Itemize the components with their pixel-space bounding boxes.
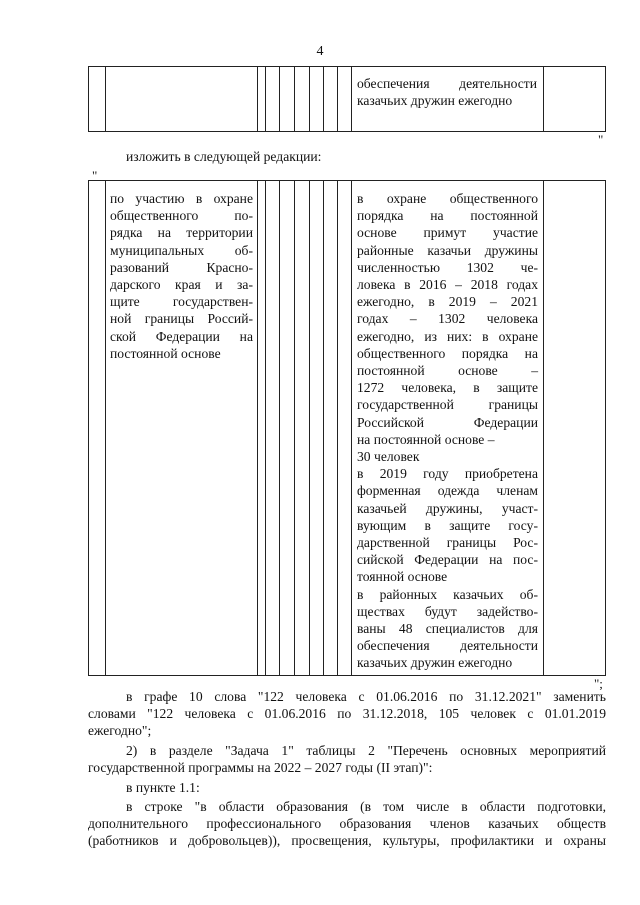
column-divider: [294, 181, 295, 675]
table-top-right-cell: [357, 75, 537, 109]
column-divider: [337, 67, 338, 131]
column-divider: [323, 67, 324, 131]
cell-line: сийской Федерации на пос-: [357, 552, 538, 568]
column-divider: [309, 181, 310, 675]
cell-line: тоянной основе: [357, 569, 448, 585]
cell-line: постоянной основе: [110, 345, 221, 361]
cell-line: казачьей дружины, участ-: [357, 500, 538, 516]
cell-line: ществах будут задейство-: [357, 603, 538, 619]
cell-line: по участию в охране: [110, 191, 253, 206]
cell-line: ваны 48 специалистов для: [357, 621, 538, 637]
cell-line: 30 человек: [357, 449, 420, 465]
closing-quote-semicolon: ";: [594, 676, 603, 691]
cell-line: рядка на территории: [110, 225, 253, 241]
column-divider: [543, 67, 544, 131]
closing-quote: ": [598, 132, 604, 147]
table-main: [88, 180, 606, 676]
intro-line: изложить в следующей редакции:: [126, 149, 322, 164]
column-divider: [351, 67, 352, 131]
column-divider: [323, 181, 324, 675]
cell-line: ежегодно, из них: в охране: [357, 328, 538, 344]
cell-line: годах – 1302 человека: [357, 311, 538, 327]
cell-line: ной границы Россий-: [110, 311, 253, 327]
paragraph-line: государственной программы на 2022 – 2027 годы (II этап)":: [88, 760, 433, 776]
table-fragment-top: [88, 66, 606, 132]
table-main-right-cell: [357, 190, 538, 672]
cell-line: численностью 1302 че-: [357, 259, 538, 275]
cell-line: казачьих дружин ежегодно: [357, 655, 513, 671]
paragraph-section-task: [88, 742, 606, 776]
column-divider: [105, 67, 106, 131]
cell-line: обеспечения деятельности: [357, 638, 538, 654]
cell-line: Российской Федерации: [357, 414, 538, 430]
paragraph-line: в графе 10 слова "122 человека с 01.06.2016 по 31.12.2021" заменить: [126, 689, 606, 704]
cell-line: дарского края и за-: [110, 277, 253, 293]
cell-line: казачьих дружин ежегодно: [357, 93, 513, 109]
paragraph-line: дополнительного профессионального образования членов казачьих обществ: [88, 816, 606, 832]
cell-line: форменная одежда членам: [357, 483, 538, 499]
column-divider: [309, 67, 310, 131]
column-divider: [265, 67, 266, 131]
column-divider: [257, 67, 258, 131]
column-divider: [543, 181, 544, 675]
paragraph-line: 2) в разделе "Задача 1" таблицы 2 "Перечень основных мероприятий: [126, 743, 606, 758]
page-number: 4: [316, 44, 324, 59]
cell-line: ловека в 2016 – 2018 годах: [357, 277, 538, 293]
paragraph-line: в строке "в области образования (в том числе в области подготовки,: [126, 799, 606, 814]
cell-line: дарственной границы Рос-: [357, 535, 538, 551]
cell-line: основе примут участие: [357, 225, 538, 241]
cell-line: обеспечения деятельности: [357, 76, 537, 91]
cell-line: вующим в защите госу-: [357, 517, 538, 533]
paragraph-line: словами "122 человека с 01.06.2016 по 31.12.2018, 105 человек с 01.01.2019: [88, 706, 606, 722]
paragraph-line-education: [88, 798, 606, 850]
column-divider: [265, 181, 266, 675]
column-divider: [105, 181, 106, 675]
column-divider: [351, 181, 352, 675]
column-divider: [294, 67, 295, 131]
paragraph-line: в пункте 1.1:: [126, 780, 200, 795]
paragraph-line: ежегодно";: [88, 723, 152, 739]
cell-line: районные казачьи дружины: [357, 242, 538, 258]
table-main-left-cell: [110, 190, 253, 362]
cell-line: в охране общественного: [357, 191, 538, 206]
cell-line: ской Федерации на: [110, 328, 253, 344]
paragraph-line: (работников и добровольцев)), просвещения, культуры, профилактики и охраны: [88, 833, 606, 849]
column-divider: [257, 181, 258, 675]
cell-line: на постоянной основе –: [357, 431, 495, 447]
column-divider: [279, 181, 280, 675]
paragraph-replace-words: [88, 688, 606, 740]
cell-line: разований Красно-: [110, 259, 253, 275]
cell-line: в 2019 году приобретена: [357, 466, 538, 482]
cell-line: муниципальных об-: [110, 242, 253, 258]
cell-line: ежегодно, в 2019 – 2021: [357, 294, 538, 310]
cell-line: щите государствен-: [110, 294, 253, 310]
cell-line: порядка на постоянной: [357, 208, 538, 224]
cell-line: общественного порядка на: [357, 345, 538, 361]
column-divider: [279, 67, 280, 131]
opening-quote: ": [92, 168, 98, 183]
paragraph-point: [88, 779, 606, 796]
cell-line: постоянной основе –: [357, 363, 538, 379]
cell-line: 1272 человека, в защите: [357, 380, 538, 396]
cell-line: общественного по-: [110, 208, 253, 224]
cell-line: в районных казачьих об-: [357, 586, 538, 602]
column-divider: [337, 181, 338, 675]
cell-line: государственной границы: [357, 397, 538, 413]
